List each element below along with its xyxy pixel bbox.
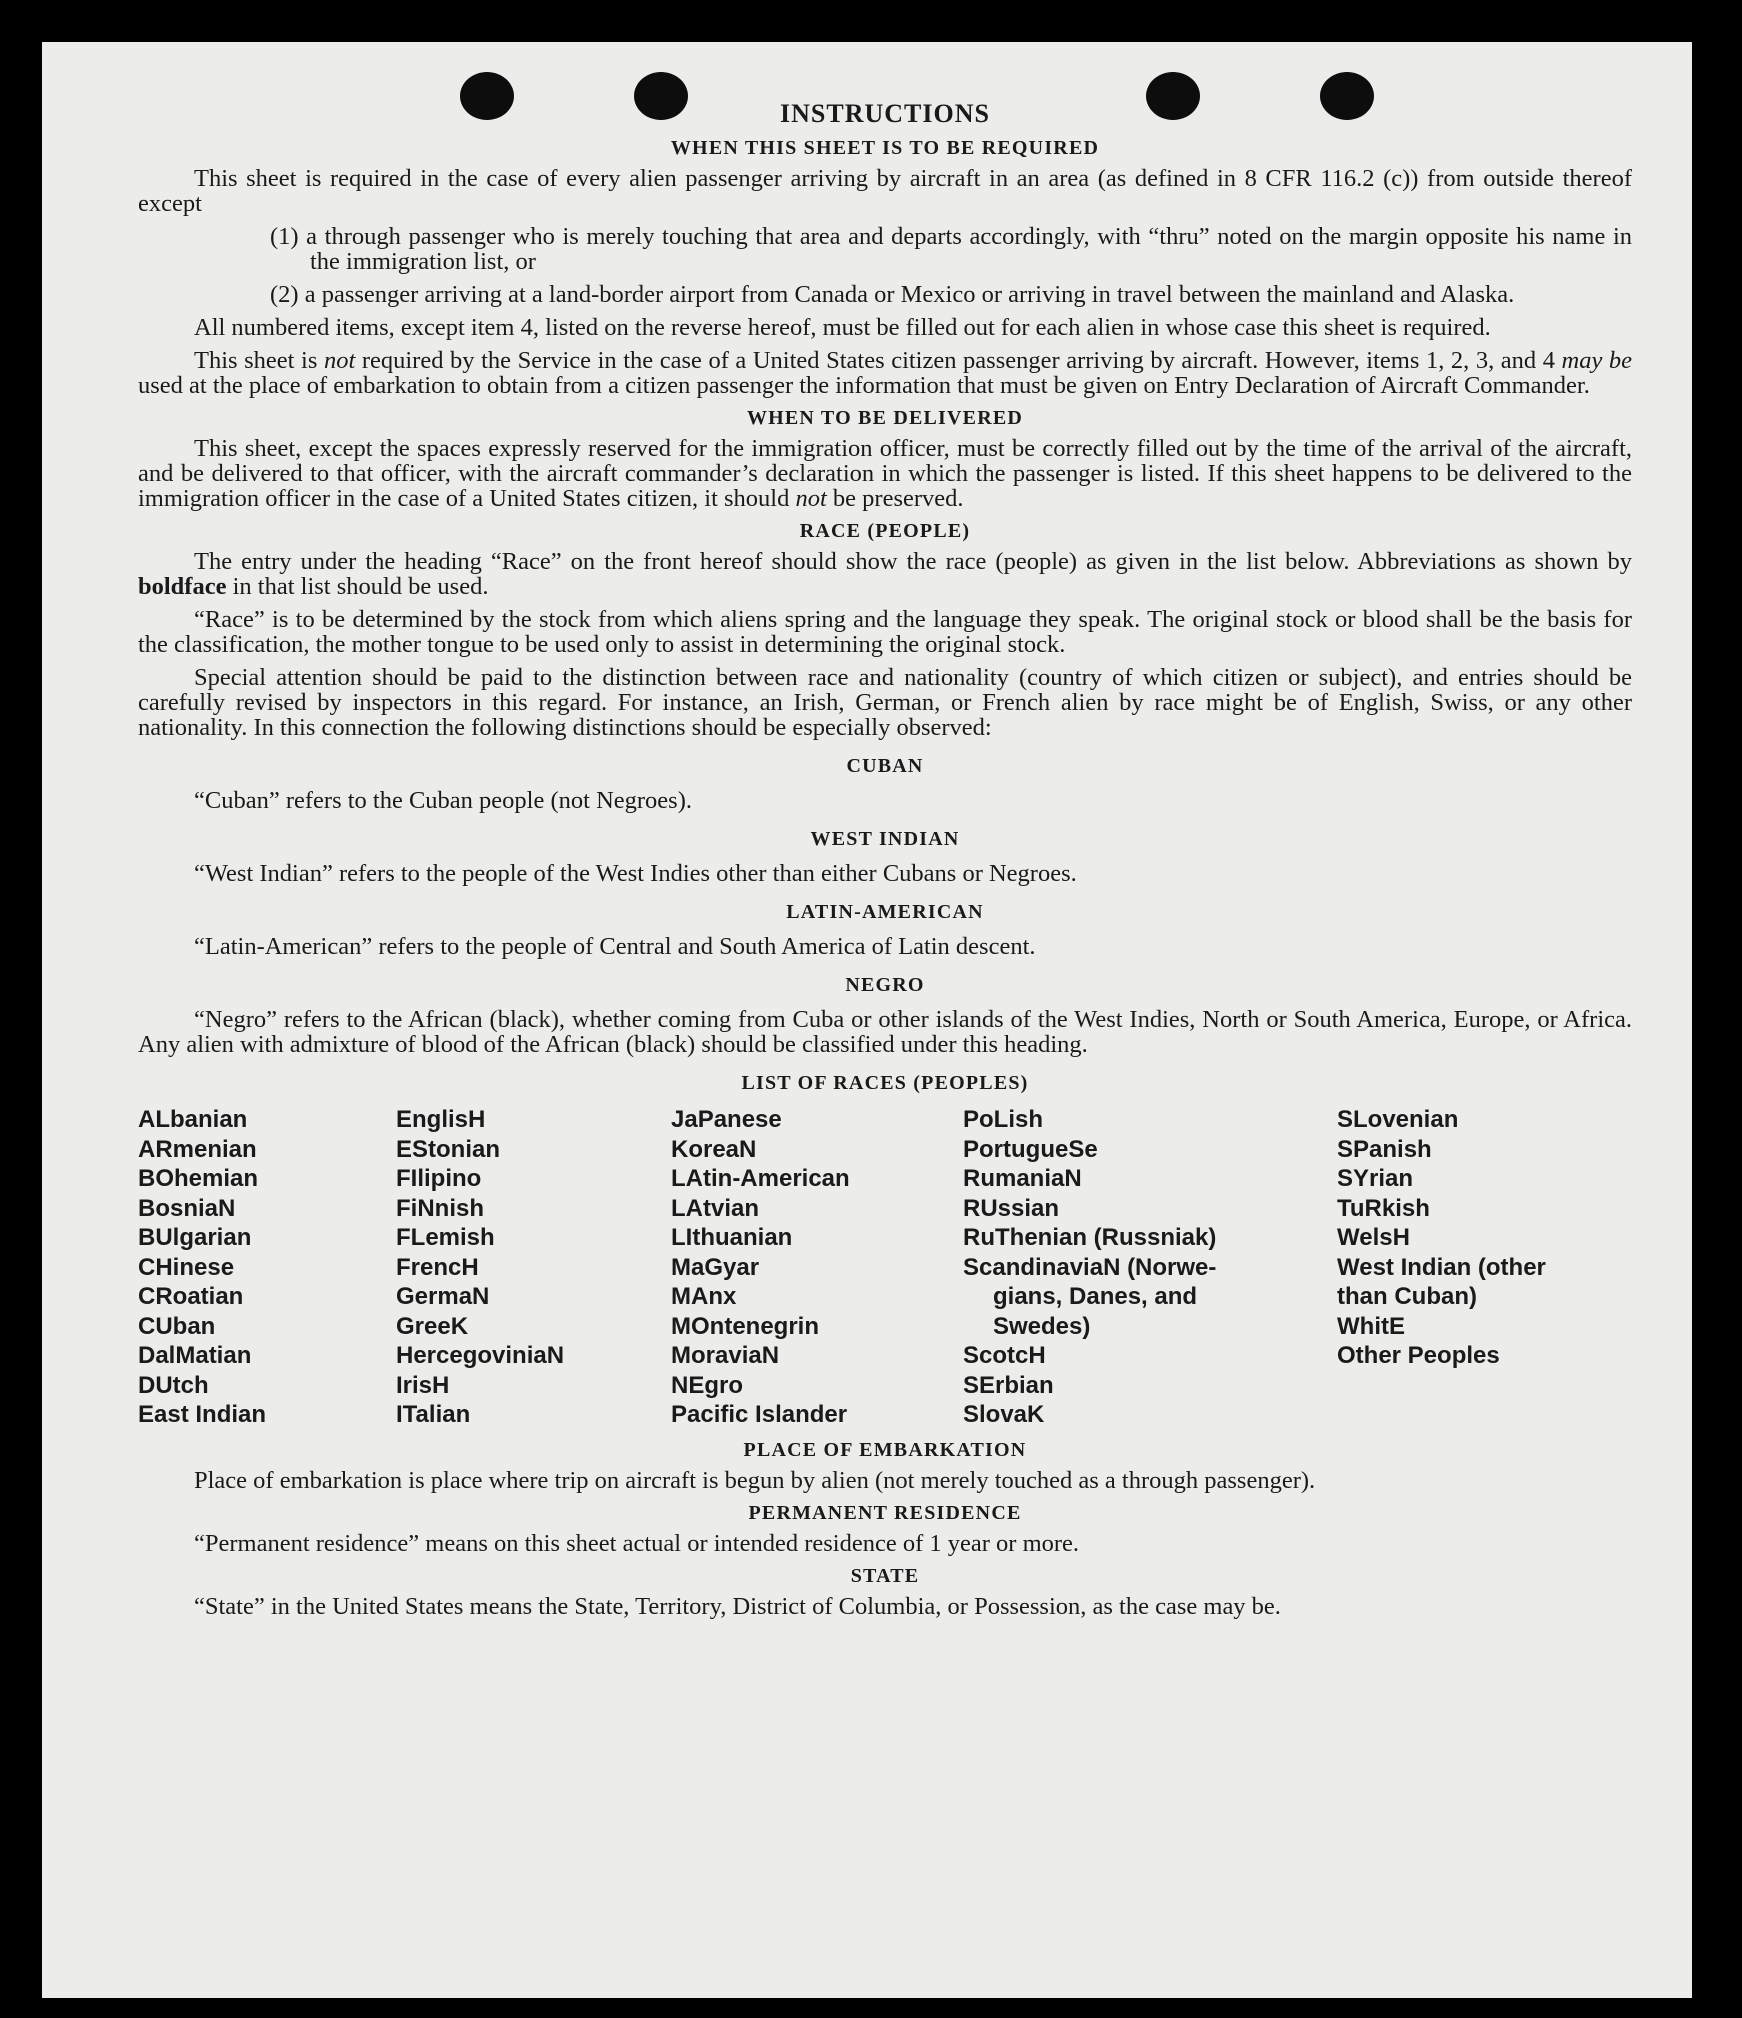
heading-cuban: CUBAN [846,755,924,777]
race-item: TuRkish [1337,1194,1430,1222]
race-item: SLovenian [1337,1106,1459,1133]
race-item: EStonian [396,1135,501,1163]
race-item: LAtvian [671,1194,760,1222]
race-item: Pacific Islander [671,1401,848,1428]
race-item: ITalian [396,1401,471,1428]
race-item: FrencH [396,1253,479,1281]
race-item: East Indian [138,1401,267,1428]
race-item: CHinese [138,1253,235,1281]
race-column [1337,1105,1632,1430]
race-item: WelsH [1337,1224,1410,1251]
emphasis: may be [1561,347,1633,374]
race-column [138,1105,396,1430]
text-run: required by the Service in the case of a United States citizen passenger arriving by aircraft. However, items 1, 2, 3, and 4 [361,347,1555,374]
paragraph [138,436,1632,511]
race-item: West Indian (other [1337,1253,1546,1281]
race-item: MOntenegrin [671,1312,819,1340]
heading-negro: NEGRO [845,974,925,996]
race-item: FiNnish [396,1194,484,1222]
heading-list-of-races: LIST OF RACES (PEOPLES) [741,1072,1029,1094]
list-item: (2) a passenger arriving at a land-border airport from Canada or Mexico or arriving in travel between the mainland and Alaska. [270,281,1515,308]
race-item: KoreaN [671,1135,757,1163]
race-item: than Cuban) [1337,1283,1477,1310]
paragraph: “West Indian” refers to the people of the West Indies other than either Cubans or Negroes. [194,860,1077,887]
paragraph: “Latin-American” refers to the people of Central and South America of Latin descent. [194,933,1036,960]
race-item: SlovaK [963,1401,1045,1428]
heading-latin-american: LATIN-AMERICAN [786,901,984,923]
race-item: MAnx [671,1283,737,1310]
race-item: LIthuanian [671,1224,793,1251]
race-item: Swedes) [993,1312,1091,1340]
text-run: in that list should be used. [232,573,489,600]
race-item: FIlipino [396,1165,482,1192]
race-item: GermaN [396,1283,490,1310]
document-page [42,42,1692,1998]
race-item: Other Peoples [1337,1342,1500,1369]
paragraph: “State” in the United States means the State, Territory, District of Columbia, or Possession, as the case may be. [194,1592,1281,1620]
race-item: EnglisH [396,1106,486,1133]
paragraph: This sheet is required in the case of every alien passenger arriving by aircraft in an area (as defined in 8 CFR 116.2 (c)) from outside thereof except [138,165,1632,217]
race-item: CRoatian [138,1283,244,1310]
paragraph [138,549,1632,599]
race-item: PoLish [963,1106,1044,1133]
race-item: WhitE [1337,1312,1405,1340]
race-item: ARmenian [138,1135,257,1163]
paragraph: Place of embarkation is place where trip on aircraft is begun by alien (not merely touched as a through passenger). [194,1466,1316,1494]
race-item: gians, Danes, and [993,1283,1198,1310]
race-item: MoraviaN [671,1342,780,1369]
race-item: MaGyar [671,1253,760,1281]
emphasis: not [323,347,356,374]
race-column [671,1105,963,1430]
race-item: CUban [138,1312,216,1340]
bold-text: boldface [138,573,227,600]
heading-when-required: WHEN THIS SHEET IS TO BE REQUIRED [670,137,1100,159]
list-item: (1) a through passenger who is merely touching that area and departs accordingly, with “thru” noted on the margin opposite his name in the immigration list, or [270,223,1632,275]
heading-west-indian: WEST INDIAN [810,828,960,850]
heading-embarkation: PLACE OF EMBARKATION [743,1438,1027,1461]
race-item: BOhemian [138,1165,259,1192]
race-item: RuThenian (Russniak) [963,1224,1217,1251]
document-body [138,100,1632,1627]
text-run: be preserved. [832,485,964,512]
race-item: ALbanian [138,1106,248,1133]
race-item: IrisH [396,1371,450,1399]
race-column [963,1105,1337,1430]
heading-state: STATE [850,1564,920,1587]
paragraph: “Race” is to be determined by the stock from which aliens spring and the language they speak. The original stock or blood shall be the basis for the classification, the mother tongue to be used only to assist in determining the original stock. [138,606,1632,658]
text-run: used at the place of embarkation to obtain from a citizen passenger the information that must be given on Entry Declaration of Aircraft Commander. [138,372,1590,399]
text-run: The entry under the heading “Race” on the front hereof should show the race (people) as given in the list below. Abbreviations as shown by [194,548,1632,575]
paragraph: “Cuban” refers to the Cuban people (not Negroes). [194,787,692,814]
race-column [396,1105,671,1430]
heading-residence: PERMANENT RESIDENCE [748,1501,1022,1524]
emphasis: not [795,485,827,512]
race-item: GreeK [396,1312,469,1340]
race-item: SErbian [963,1371,1054,1399]
race-item: BUlgarian [138,1224,252,1251]
paragraph: Special attention should be paid to the distinction between race and nationality (country of which citizen or subject), and entries should be carefully revised by inspectors in this regard. For instance, an Irish, German, or French alien by race might be of English, Swiss, or any other nationality. In this connection the following distinctions should be especially observed: [138,664,1632,741]
race-item: SPanish [1337,1135,1432,1163]
race-item: RUssian [963,1194,1060,1222]
race-item: NEgro [671,1371,743,1399]
race-item: BosniaN [138,1194,236,1222]
paragraph: “Permanent residence” means on this sheet actual or intended residence of 1 year or more. [194,1529,1080,1557]
race-item: HercegoviniaN [396,1342,565,1369]
race-item: SYrian [1337,1165,1414,1192]
race-item: ScandinaviaN (Norwe- [963,1253,1217,1281]
race-item: DalMatian [138,1342,252,1369]
text-run: This sheet, except the spaces expressly reserved for the immigration officer, must be correctly filled out by the time of the arrival of the aircraft, and be delivered to that officer, with the aircraft commander’s declaration in which the passenger is listed. If this sheet happens to be delivered to the immigration officer in the case of a United States citizen, it should [138,435,1632,512]
race-item: DUtch [138,1371,209,1399]
page-title: INSTRUCTIONS [780,99,990,128]
heading-race: RACE (PEOPLE) [799,520,971,542]
race-item: FLemish [396,1224,495,1251]
text-run: This sheet is [194,347,318,374]
race-item: ScotcH [963,1342,1046,1369]
heading-when-delivered: WHEN TO BE DELIVERED [746,407,1024,429]
paragraph: “Negro” refers to the African (black), whether coming from Cuba or other islands of the West Indies, North or South America, Europe, or Africa. Any alien with admixture of blood of the African (black) should be classified under this heading. [138,1006,1632,1058]
paragraph: All numbered items, except item 4, listed on the reverse hereof, must be filled out for each alien in whose case this sheet is required. [194,314,1491,341]
paragraph [138,348,1632,398]
race-list [138,1105,1632,1430]
race-item: LAtin-American [671,1165,850,1192]
race-item: JaPanese [671,1106,782,1133]
race-item: RumaniaN [963,1165,1082,1192]
race-item: PortugueSe [963,1135,1098,1163]
